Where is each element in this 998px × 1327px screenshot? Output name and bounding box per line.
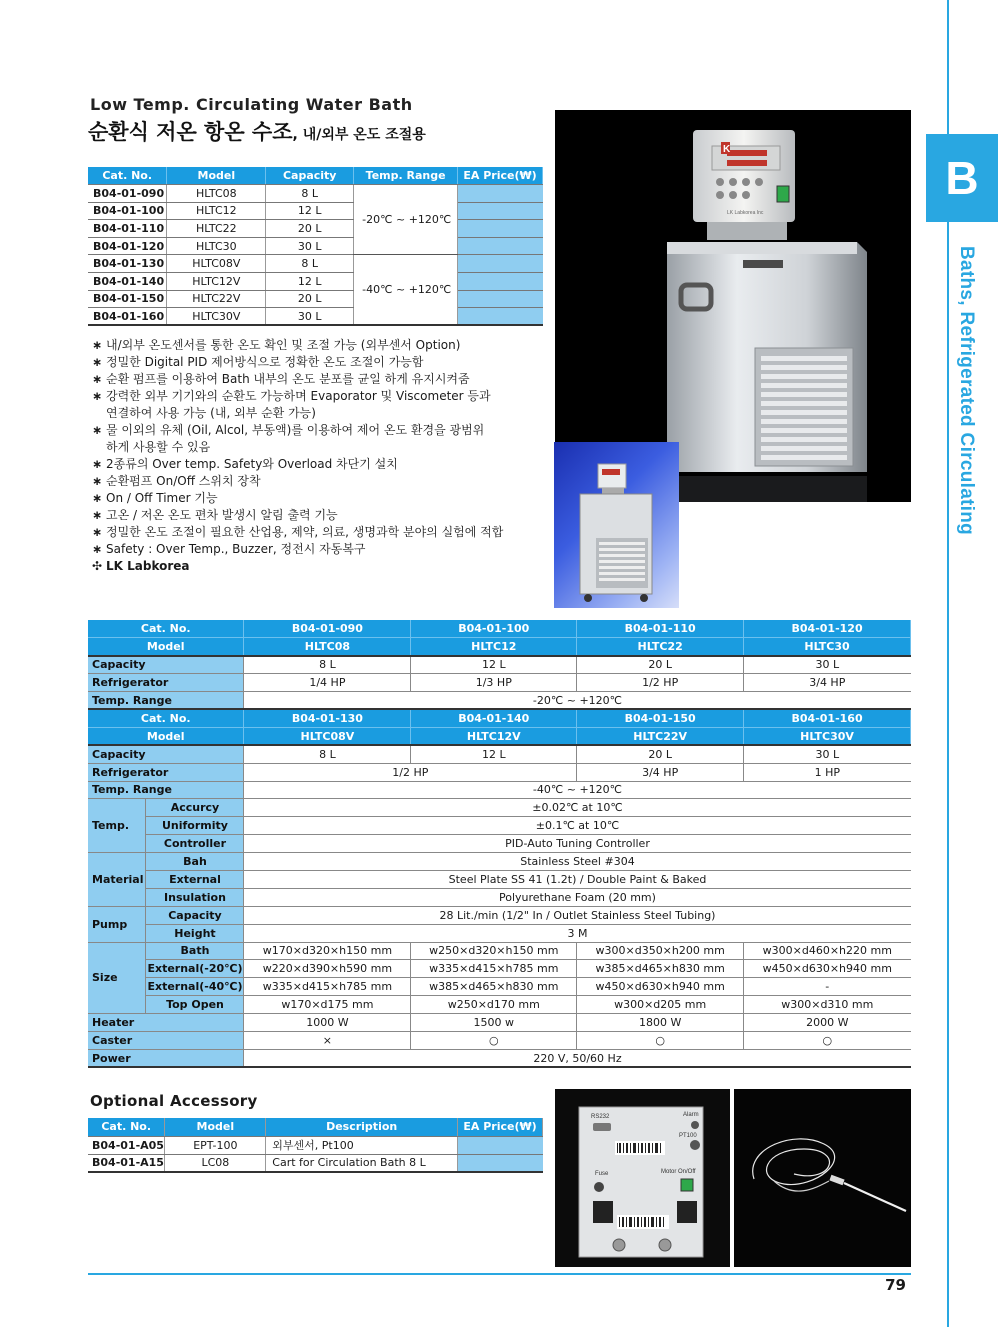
accessory-title: Optional Accessory	[90, 1092, 258, 1110]
spec-value: w385×d465×h830 mm	[411, 978, 577, 996]
spec-value: w450×d630×h940 mm	[744, 960, 911, 978]
label-bath: Bath	[146, 942, 244, 960]
label-ext40: External(-40℃)	[146, 978, 244, 996]
label-pump-capacity: Capacity	[146, 906, 244, 924]
table-row	[88, 906, 911, 924]
spec-value: 1000 W	[244, 1014, 411, 1032]
table-row	[88, 1136, 543, 1154]
brand-mark: K	[723, 144, 731, 155]
spec-value: w300×d460×h220 mm	[744, 942, 911, 960]
label-refrigerator: Refrigerator	[88, 763, 244, 781]
spec-value: w335×d415×h785 mm	[244, 978, 411, 996]
feature-item: ∗ 정밀한 온도 조절이 필요한 산업용, 제약, 의료, 생명과학 분야의 실험에 적합	[92, 524, 542, 541]
spec-cat: B04-01-130	[244, 709, 411, 727]
cat-no: B04-01-130	[88, 255, 167, 273]
model: HLTC22V	[167, 290, 266, 308]
model: HLTC30	[167, 237, 266, 255]
table-row	[88, 308, 543, 326]
capacity: 30 L	[266, 308, 354, 326]
spec-value: 12 L	[411, 745, 577, 763]
spec-cat: B04-01-110	[577, 620, 744, 638]
accessory-header	[88, 1118, 543, 1136]
spec-value: 20 L	[577, 745, 744, 763]
model: LC08	[165, 1154, 266, 1172]
spec-cat: B04-01-140	[411, 709, 577, 727]
table-row	[88, 853, 911, 871]
table-row	[88, 763, 911, 781]
spec-model: HLTC08	[244, 638, 411, 656]
brand-line: ✣ LK Labkorea	[92, 558, 542, 575]
table-row	[88, 781, 911, 799]
price-cell	[458, 290, 543, 308]
header-cat: Cat. No.	[88, 1118, 165, 1136]
capacity: 30 L	[266, 237, 354, 255]
spec-header-cat	[88, 620, 911, 638]
cat-no: B04-01-140	[88, 273, 167, 291]
footer-rule	[88, 1273, 911, 1275]
feature-item-cont: 연결하여 사용 가능 (내, 외부 순환 가능)	[106, 406, 316, 420]
spec-model: HLTC22	[577, 638, 744, 656]
product-photo-small-illustration	[554, 442, 679, 608]
title-korean-main: 순환식 저온 항온 수조	[88, 120, 293, 144]
spec-value: -20℃ ~ +120℃	[244, 692, 911, 710]
spec-value: 28 Lit./min (1/2" In / Outlet Stainless Steel Tubing)	[244, 906, 911, 924]
feature-list	[92, 337, 542, 575]
spec-model: HLTC12V	[411, 727, 577, 745]
label-alarm: Alarm	[683, 1112, 699, 1118]
feature-item: ∗ 순환 펌프를 이용하여 Bath 내부의 온도 분포를 균일 하게 유지시켜줌	[92, 371, 542, 388]
table-row	[88, 799, 911, 817]
spec-value: w170×d320×h150 mm	[244, 942, 411, 960]
section-title: Baths, Refrigerated Circulating	[956, 246, 977, 536]
table-row	[88, 1049, 911, 1067]
table-row	[88, 237, 543, 255]
rear-panel-illustration	[555, 1089, 730, 1267]
spec-value: Stainless Steel #304	[244, 853, 911, 871]
spec-value: 1/2 HP	[577, 674, 744, 692]
header-cat: Cat. No.	[88, 167, 167, 185]
product-table	[88, 167, 543, 326]
spec-value: ±0.1℃ at 10℃	[244, 817, 911, 835]
cat-no: B04-01-100	[88, 202, 167, 220]
spec-header-model	[88, 638, 911, 656]
feature-item: ∗ 강력한 외부 기기와의 순환도 가능하며 Evaporator 및 Viscometer 등과	[92, 388, 542, 405]
feature-item: ∗ 물 이외의 유체 (Oil, Alcol, 부동액)를 이용하여 제어 온도 환경을 광범위	[92, 422, 542, 439]
label-ext20: External(-20℃)	[146, 960, 244, 978]
spec-value: w385×d465×h830 mm	[577, 960, 744, 978]
label-capacity: Capacity	[88, 745, 244, 763]
spec-model: HLTC12	[411, 638, 577, 656]
capacity: 8 L	[266, 255, 354, 273]
spec-value: 1500 w	[411, 1014, 577, 1032]
spec-value: 220 V, 50/60 Hz	[244, 1049, 911, 1067]
model: EPT-100	[165, 1136, 266, 1154]
header-description: Description	[266, 1118, 458, 1136]
table-row	[88, 745, 911, 763]
spec-model: HLTC08V	[244, 727, 411, 745]
cat-no: B04-01-A15	[88, 1154, 165, 1172]
spec-cat-label: Cat. No.	[88, 709, 244, 727]
table-row	[88, 255, 543, 273]
price-cell	[458, 273, 543, 291]
spec-value: w300×d205 mm	[577, 996, 744, 1014]
spec-value: w335×d415×h785 mm	[411, 960, 577, 978]
cat-no: B04-01-120	[88, 237, 167, 255]
spec-value: 3/4 HP	[744, 674, 911, 692]
label-power: Power	[88, 1049, 244, 1067]
capacity: 12 L	[266, 273, 354, 291]
feature-item: ∗ Safety : Over Temp., Buzzer, 정전시 자동복구	[92, 541, 542, 558]
cat-no: B04-01-A05	[88, 1136, 165, 1154]
product-photo-small	[554, 442, 679, 608]
label-fuse: Fuse	[595, 1171, 609, 1177]
table-row	[88, 185, 543, 203]
model: HLTC12V	[167, 273, 266, 291]
label-rs232: RS232	[591, 1114, 610, 1120]
label-accuracy: Accurcy	[146, 799, 244, 817]
header-price: EA Price(₩)	[458, 1118, 543, 1136]
cat-no: B04-01-150	[88, 290, 167, 308]
spec-cat-label: Cat. No.	[88, 620, 244, 638]
spec-value: ○	[577, 1031, 744, 1049]
page-number: 79	[885, 1276, 906, 1294]
spec-value: 1/4 HP	[244, 674, 411, 692]
spec-value: 30 L	[744, 745, 911, 763]
model: HLTC12	[167, 202, 266, 220]
spec-value: ○	[411, 1031, 577, 1049]
feature-item: ∗ On / Off Timer 기능	[92, 490, 542, 507]
price-cell	[458, 202, 543, 220]
description: Cart for Circulation Bath 8 L	[266, 1154, 458, 1172]
table-row	[88, 220, 543, 238]
spec-value: 1 HP	[744, 763, 911, 781]
spec-value: 8 L	[244, 656, 411, 674]
spec-value: -	[744, 978, 911, 996]
header-model: Model	[167, 167, 266, 185]
spec-value: w220×d390×h590 mm	[244, 960, 411, 978]
spec-cat: B04-01-090	[244, 620, 411, 638]
spec-value: 8 L	[244, 745, 411, 763]
header-price: EA Price(₩)	[458, 167, 543, 185]
spec-value: PID-Auto Tuning Controller	[244, 835, 911, 853]
spec-cat: B04-01-150	[577, 709, 744, 727]
label-controller: Controller	[146, 835, 244, 853]
label-bah: Bah	[146, 853, 244, 871]
label-range: Temp. Range	[88, 692, 244, 710]
model: HLTC08	[167, 185, 266, 203]
spec-value: ×	[244, 1031, 411, 1049]
spec-cat: B04-01-160	[744, 709, 911, 727]
spec-header-model	[88, 727, 911, 745]
cat-no: B04-01-110	[88, 220, 167, 238]
spec-cat: B04-01-120	[744, 620, 911, 638]
spec-value: 12 L	[411, 656, 577, 674]
rear-panel-photo	[555, 1089, 730, 1267]
spec-model-label: Model	[88, 727, 244, 745]
spec-value: 1800 W	[577, 1014, 744, 1032]
price-cell	[458, 308, 543, 326]
label-capacity: Capacity	[88, 656, 244, 674]
spec-value: Steel Plate SS 41 (1.2t) / Double Paint & Baked	[244, 870, 911, 888]
capacity: 20 L	[266, 290, 354, 308]
price-cell	[458, 185, 543, 203]
spec-value: 3 M	[244, 924, 911, 942]
table-row	[88, 1014, 911, 1032]
spec-value: Polyurethane Foam (20 mm)	[244, 888, 911, 906]
feature-item: ∗ 정밀한 Digital PID 제어방식으로 정확한 온도 조절이 가능함	[92, 354, 542, 371]
spec-model-label: Model	[88, 638, 244, 656]
spec-value: ±0.02℃ at 10℃	[244, 799, 911, 817]
spec-value: w300×d310 mm	[744, 996, 911, 1014]
temp-range: -20℃ ~ +120℃	[354, 185, 458, 255]
cat-no: B04-01-090	[88, 185, 167, 203]
table-row	[88, 692, 911, 710]
table-row	[88, 656, 911, 674]
price-cell	[458, 1136, 543, 1154]
label-uniformity: Uniformity	[146, 817, 244, 835]
table-row	[88, 996, 911, 1014]
feature-item: ∗ 순환펌프 On/Off 스위치 장착	[92, 473, 542, 490]
feature-item: ∗ 내/외부 온도센서를 통한 온도 확인 및 조절 가능 (외부센서 Option)	[92, 337, 542, 354]
capacity: 12 L	[266, 202, 354, 220]
sensor-photo	[734, 1089, 911, 1267]
price-cell	[458, 255, 543, 273]
table-row	[88, 202, 543, 220]
table-row	[88, 290, 543, 308]
spec-value: 2000 W	[744, 1014, 911, 1032]
label-temp: Temp.	[88, 799, 146, 853]
temp-range: -40℃ ~ +120℃	[354, 255, 458, 325]
table-row	[88, 835, 911, 853]
spec-cat: B04-01-100	[411, 620, 577, 638]
spec-value: 20 L	[577, 656, 744, 674]
label-external: External	[146, 870, 244, 888]
spec-value: w250×d170 mm	[411, 996, 577, 1014]
label-pt100: PT100	[679, 1133, 697, 1139]
table-row	[88, 1154, 543, 1172]
spec-value: ○	[744, 1031, 911, 1049]
spec-value: -40℃ ~ +120℃	[244, 781, 911, 799]
spec-value: 1/3 HP	[411, 674, 577, 692]
label-refrigerator: Refrigerator	[88, 674, 244, 692]
spec-value: w450×d630×h940 mm	[577, 978, 744, 996]
price-cell	[458, 220, 543, 238]
table-row	[88, 1031, 911, 1049]
table-row	[88, 870, 911, 888]
feature-item: ∗ 고온 / 저온 온도 편차 발생시 알림 출력 기능	[92, 507, 542, 524]
table-row	[88, 924, 911, 942]
table-row	[88, 942, 911, 960]
spec-value: w170×d175 mm	[244, 996, 411, 1014]
description: 외부센서, Pt100	[266, 1136, 458, 1154]
label-size: Size	[88, 942, 146, 1014]
table-row	[88, 888, 911, 906]
label-material: Material	[88, 853, 146, 907]
label-insulation: Insulation	[146, 888, 244, 906]
feature-item: ∗ 2종류의 Over temp. Safety와 Overload 차단기 설치	[92, 456, 542, 473]
section-tab: B	[926, 134, 998, 222]
spec-value: 1/2 HP	[244, 763, 577, 781]
model: HLTC08V	[167, 255, 266, 273]
label-heater: Heater	[88, 1014, 244, 1032]
sensor-illustration	[734, 1089, 911, 1267]
price-cell	[458, 237, 543, 255]
feature-item-cont: 하게 사용할 수 있음	[106, 440, 211, 454]
title-korean	[88, 116, 426, 146]
accessory-table	[88, 1118, 543, 1173]
model: HLTC30V	[167, 308, 266, 326]
capacity: 20 L	[266, 220, 354, 238]
header-range: Temp. Range	[354, 167, 458, 185]
table-row	[88, 960, 911, 978]
spec-header-cat	[88, 709, 911, 727]
label-pump: Pump	[88, 906, 146, 942]
table-row	[88, 674, 911, 692]
spec-value: w250×d320×h150 mm	[411, 942, 577, 960]
spec-value: 30 L	[744, 656, 911, 674]
maker-label: LK Labkorea Inc	[727, 210, 764, 216]
spec-table	[88, 620, 911, 1068]
header-capacity: Capacity	[266, 167, 354, 185]
model: HLTC22	[167, 220, 266, 238]
label-motor: Motor On/Off	[661, 1169, 696, 1175]
label-caster: Caster	[88, 1031, 244, 1049]
title-english: Low Temp. Circulating Water Bath	[90, 95, 413, 114]
table-row	[88, 978, 911, 996]
spec-value: 3/4 HP	[577, 763, 744, 781]
label-topopen: Top Open	[146, 996, 244, 1014]
title-korean-sub: , 내/외부 온도 조절용	[292, 127, 426, 143]
header-model: Model	[165, 1118, 266, 1136]
table-row	[88, 817, 911, 835]
cat-no: B04-01-160	[88, 308, 167, 326]
product-table-header	[88, 167, 543, 185]
capacity: 8 L	[266, 185, 354, 203]
spec-model: HLTC30V	[744, 727, 911, 745]
spec-model: HLTC22V	[577, 727, 744, 745]
spec-model: HLTC30	[744, 638, 911, 656]
table-row	[88, 273, 543, 291]
price-cell	[458, 1154, 543, 1172]
label-range: Temp. Range	[88, 781, 244, 799]
spec-value: w300×d350×h200 mm	[577, 942, 744, 960]
label-height: Height	[146, 924, 244, 942]
